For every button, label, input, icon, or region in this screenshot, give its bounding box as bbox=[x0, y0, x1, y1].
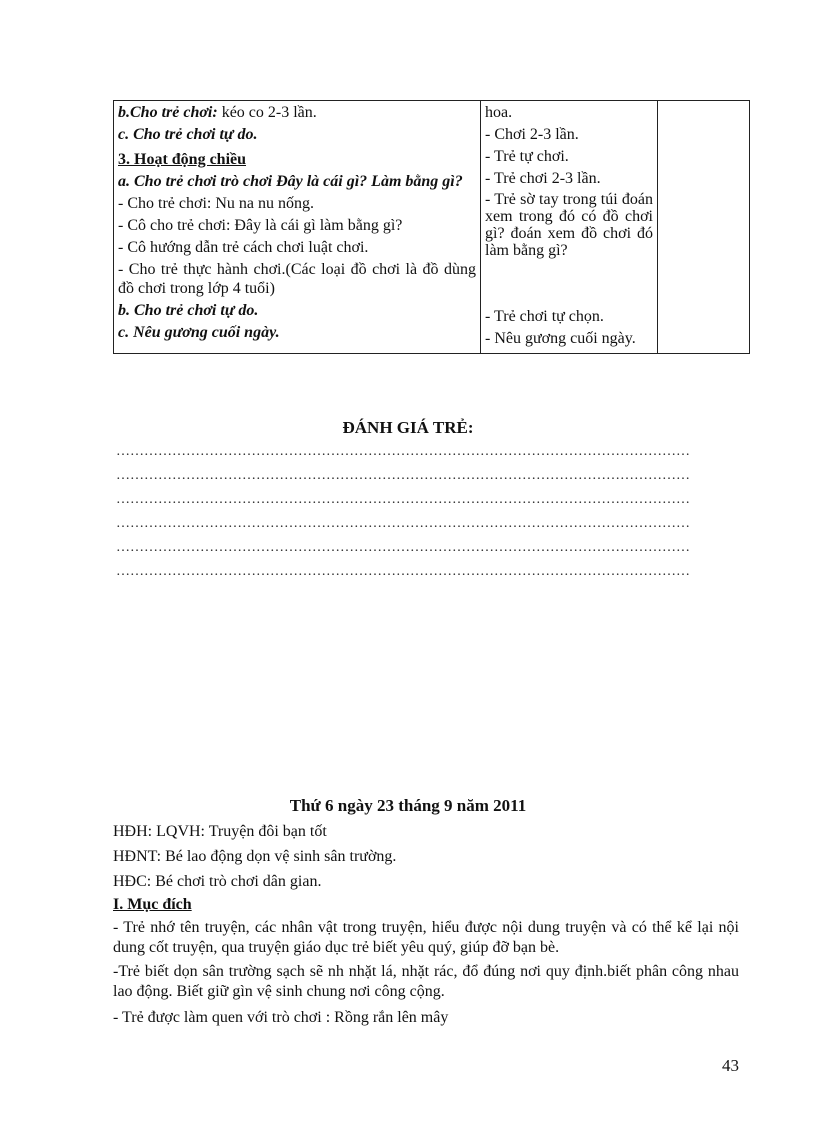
activity-line: - Cô hướng dẫn trẻ cách chơi luật chơi. bbox=[118, 239, 369, 256]
play-tug-of-war: b.Cho trẻ chơi: kéo co 2-3 lần. bbox=[118, 104, 317, 121]
children-activity-column bbox=[481, 101, 658, 354]
child-line: - Nêu gương cuối ngày. bbox=[485, 330, 636, 347]
hdh-line: HĐH: LQVH: Truyện đôi bạn tốt bbox=[113, 823, 327, 840]
hdc-line: HĐC: Bé chơi trò chơi dân gian. bbox=[113, 873, 322, 890]
activity-line: - Cho trẻ chơi: Nu na nu nống. bbox=[118, 195, 314, 212]
dotted-line: …………………………………………………………………………………………………………… bbox=[116, 468, 690, 483]
dotted-line: …………………………………………………………………………………………………………… bbox=[116, 444, 690, 459]
activity-table bbox=[113, 100, 750, 354]
child-line: hoa. bbox=[485, 104, 513, 121]
child-line: - Chơi 2-3 lần. bbox=[485, 126, 579, 143]
purpose-paragraph: - Trẻ được làm quen với trò chơi : Rồng rắn lên mây bbox=[113, 1009, 449, 1026]
end-of-day-praise: c. Nêu gương cuối ngày. bbox=[118, 324, 280, 341]
page-number: 43 bbox=[722, 1056, 739, 1075]
purpose-paragraph: - Trẻ nhớ tên truyện, các nhân vật trong truyện, hiểu được nội dung truyện và có thể kể lại nội dung cốt truyện, qua truyện giáo dục trẻ biết yêu quý, giúp đỡ bạn bè. bbox=[113, 919, 739, 956]
child-line: - Trẻ sờ tay trong túi đoán xem trong đó có đồ chơi gì? đoán xem đồ chơi đó làm bằng gì? bbox=[485, 191, 653, 259]
day-title: Thứ 6 ngày 23 tháng 9 năm 2011 bbox=[289, 796, 527, 815]
purpose-paragraph: -Trẻ biết dọn sân trường sạch sẽ nh nhặt lá, nhặt rác, đổ đúng nơi quy định.biết phân công nhau lao động. Biết giữ gìn vệ sinh chung nơi công cộng. bbox=[113, 963, 739, 1000]
afternoon-heading: 3. Hoạt động chiều bbox=[118, 151, 247, 168]
notes-column bbox=[658, 101, 750, 354]
activity-column bbox=[114, 101, 481, 354]
free-play-line: c. Cho trẻ chơi tự do. bbox=[118, 126, 258, 143]
activity-line: - Cô cho trẻ chơi: Đây là cái gì làm bằng gì? bbox=[118, 217, 403, 234]
evaluation-title: ĐÁNH GIÁ TRẺ: bbox=[342, 418, 474, 437]
child-line: - Trẻ chơi tự chọn. bbox=[485, 308, 604, 325]
activity-line: - Cho trẻ thực hành chơi.(Các loại đồ chơi là đồ dùng đồ chơi trong lớp 4 tuổi) bbox=[118, 261, 476, 297]
dotted-line: …………………………………………………………………………………………………………… bbox=[116, 564, 690, 579]
child-line: - Trẻ chơi 2-3 lần. bbox=[485, 170, 601, 187]
section-heading: I. Mục đích bbox=[113, 896, 192, 913]
dotted-line: …………………………………………………………………………………………………………… bbox=[116, 492, 690, 507]
hdnt-line: HĐNT: Bé lao động dọn vệ sinh sân trường. bbox=[113, 848, 397, 865]
dotted-line: …………………………………………………………………………………………………………… bbox=[116, 540, 690, 555]
dotted-line: …………………………………………………………………………………………………………… bbox=[116, 516, 690, 531]
free-play-line: b. Cho trẻ chơi tự do. bbox=[118, 302, 259, 319]
game-what-is-it: a. Cho trẻ chơi trò chơi Đây là cái gì? Làm bằng gì? bbox=[118, 173, 463, 190]
child-line: - Trẻ tự chơi. bbox=[485, 148, 569, 165]
